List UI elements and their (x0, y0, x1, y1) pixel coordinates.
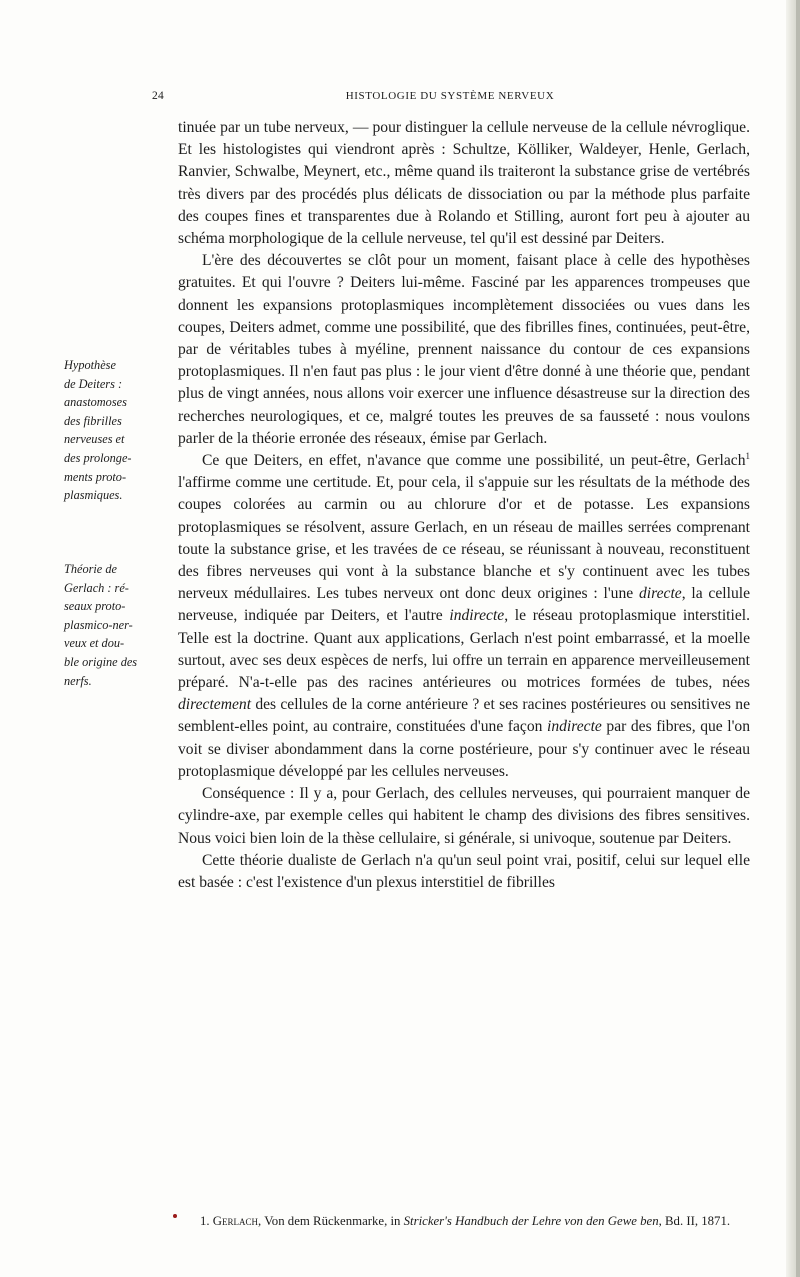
emphasis-directe: directe (638, 585, 682, 603)
margin-note-line: seaux proto- (64, 599, 126, 614)
margin-note-hypothese (64, 356, 172, 505)
paragraph-4: Conséquence : Il y a, pour Gerlach, des cellules nerveuses, qui pourraient manquer de cylindre-axe, par exemple celles qui habitent le champ des divisions des fibres sensitives. Nous voici bien loin de la thèse cellulaire, si générale, si univoque, soutenue par Deiters. (178, 785, 750, 847)
paragraph-5: Cette théorie dualiste de Gerlach n'a qu'un seul point vrai, positif, celui sur lequel elle est basée : c'est l'existence d'un plexus interstitiel de fibrilles (178, 851, 750, 891)
margin-note-line: nerveuses et (64, 432, 125, 447)
page-number: 24 (152, 90, 165, 102)
paragraph-3 (178, 450, 750, 783)
footnote-text: , Bd. II, 1871. (658, 1214, 731, 1228)
margin-note-line: ble origine des (64, 654, 138, 669)
margin-note-line: anastomoses (64, 395, 127, 410)
margin-note-line: nerfs. (64, 673, 92, 688)
footnote-reference: 1 (745, 450, 750, 461)
paragraph-1: tinuée par un tube nerveux, — pour distinguer la cellule nerveuse de la cellule névroglique. Et les histologistes qui viendront après : Schultze, Kölliker, Waldeyer, Henle, Gerlach, Ranvier, Schwalbe, Meynert, etc., même quand ils traiteront la substance grise de vertébrés très divers par des procédés plus délicats de dissociation ou par la méthode plus parfaite des coupes fines et transparentes due à Rolando et Stilling, auront fort peu à ajouter au schéma morphologique de la cellule nerveuse, tel qu'il est dessiné par Deiters. (178, 119, 750, 248)
main-text (178, 117, 750, 894)
emphasis-indirecte: indirecte (547, 718, 602, 736)
margin-note-line: plasmiques. (64, 488, 123, 503)
emphasis-directement: directement (178, 696, 252, 714)
paragraph-3-text: , le réseau protoplasmique interstitiel. Telle est la doctrine. Quant aux applications, Gerlach n'est point embarrassé, et la moelle surtout, avec ses deux espèces de nerfs, lui offre un terrain en apparence merveilleusement préparé. N'a-t-elle pas des racines antérieures ou motrices formées de tubes, nées (178, 607, 750, 692)
paragraph-3-text: par des fibres, que l'on voit se diviser abondamment dans la corne postérieure, pour s'y continuer avec le réseau protoplasmique développé par les cellules nerveuses. (178, 718, 751, 780)
margin-note-line: Théorie de (64, 562, 117, 576)
paragraph-3-text: Ce que Deiters, en effet, n'avance que comme une possibilité, un peut-être, Gerlach (202, 452, 746, 470)
ink-dot-mark (173, 1214, 177, 1218)
margin-note-line: des fibrilles (64, 413, 122, 428)
margin-note-line: Gerlach : ré- (64, 580, 129, 595)
footnote (200, 1212, 750, 1230)
page-header (150, 90, 750, 106)
margin-note-line: veux et dou- (64, 636, 125, 651)
running-title: HISTOLOGIE DU SYSTÈME NERVEUX (345, 90, 555, 102)
margin-note-theorie-gerlach (64, 560, 172, 690)
margin-note-line: des prolonge- (64, 450, 132, 465)
paragraph-3-text: l'affirme comme une certitude. Et, pour cela, il s'appuie sur les résultats de la méthode des coupes colorées au carmin ou au chlorure d'or et de potasse. Les expansions protoplasmiques se résolvent, assure Gerlach, en un réseau de mailles serrées comprenant toute la substance grise, et les travées de ce réseau, se réunissant à nouveau, reconstituent des fibres nerveuses qui vont à la substance blanche et s'y continuent avec les tubes nerveux médullaires. Les tubes nerveux ont donc deux origines : l'une (178, 474, 750, 603)
margin-note-line: ments proto- (64, 469, 127, 484)
paragraph-3-text: , la cellule nerveuse, indiquée par Deiters, et l'autre (178, 585, 750, 625)
margin-note-line: de Deiters : (64, 376, 123, 391)
paragraph-3-text: des cellules de la corne antérieure ? et ses racines postérieures ou sensitives ne semblent-elles point, au contraire, constituées d'une façon (178, 696, 750, 736)
footnote-author: Gerlach (212, 1214, 259, 1228)
footnote-number: 1. (200, 1214, 213, 1228)
page-edge-line (796, 0, 800, 1277)
footnote-text: , Von dem Rückenmarke, in (258, 1214, 404, 1228)
paragraph-2: L'ère des découvertes se clôt pour un moment, faisant place à celle des hypothèses gratuites. Et qui l'ouvre ? Deiters lui-même. Fasciné par les apparences trompeuses que donnent les expansions protoplasmiques incomplètement dissociées ou vues dans les coupes, Deiters admet, comme une possibilité, que des fibrilles fines, continuées, peut-être, par de véritables tubes à myéline, prennent naissance du contour de ces expansions protoplasmiques. Il n'en faut pas plus : le jour vient d'être donné à une théorie que, pendant plus de vingt années, nous allons voir exercer une influence désastreuse sur la direction des recherches neurologiques, et ce, malgré toutes les preuves de sa fausseté : nous voulons parler de la théorie erronée des réseaux, émise par Gerlach. (178, 252, 750, 447)
footnote-source: Stricker's Handbuch der Lehre von den Gewe ben (403, 1214, 659, 1228)
emphasis-indirecte: indirecte (449, 607, 505, 625)
margin-note-line: Hypothèse (64, 358, 116, 372)
margin-note-line: plasmico-ner- (64, 617, 133, 632)
